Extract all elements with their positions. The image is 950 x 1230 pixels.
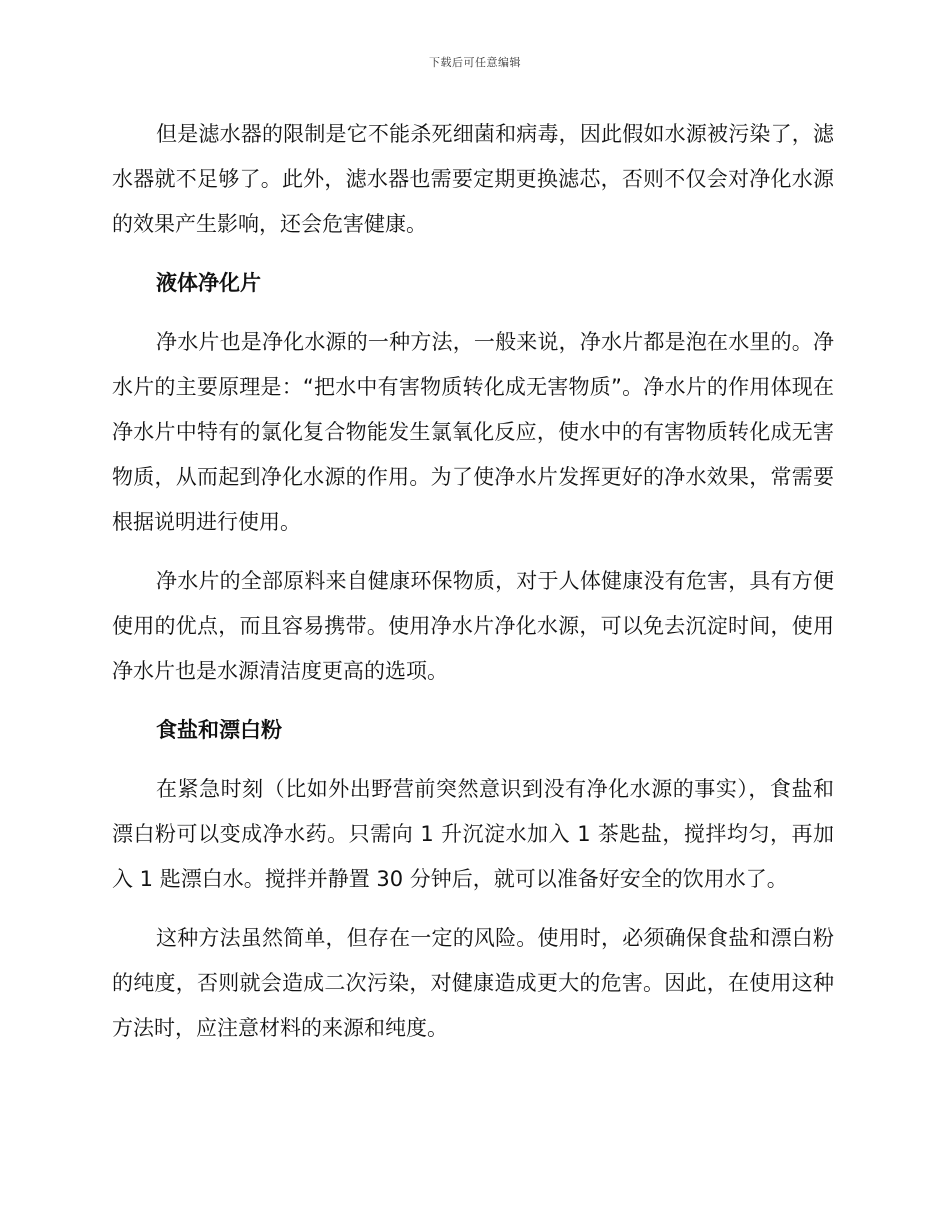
paragraph-filter-limits: 但是滤水器的限制是它不能杀死细菌和病毒，因此假如水源被污染了，滤水器就不足够了。此外，滤水器也需要定期更换滤芯，否则不仅会对净化水源的效果产生影响，还会危害健康。 xyxy=(112,122,834,236)
paragraph-salt-bleach-method: 在紧急时刻（比如外出野营前突然意识到没有净化水源的事实），食盐和漂白粉可以变成净水药。只需向 1 升沉淀水加入 1 茶匙盐，搅拌均匀，再加入 1 匙漂白水。搅拌并静置 30 分钟后，就可以准备好安全的饮用水了。 xyxy=(112,777,834,891)
paragraph-tablet-benefits: 净水片的全部原料来自健康环保物质，对于人体健康没有危害，具有方便使用的优点，而且容易携带。使用净水片净化水源，可以免去沉淀时间，使用净水片也是水源清洁度更高的选项。 xyxy=(112,569,834,683)
paragraph-tablet-principle: 净水片也是净化水源的一种方法，一般来说，净水片都是泡在水里的。净水片的主要原理是：“把水中有害物质转化成无害物质”。净水片的作用体现在净水片中特有的氯化复合物能发生氯氧化反应，使水中的有害物质转化成无害物质，从而起到净化水源的作用。为了使净水片发挥更好的净水效果，常需要根据说明进行使用。 xyxy=(112,330,834,534)
heading-liquid-purification-tablets: 液体净化片 xyxy=(156,271,261,295)
document-body xyxy=(112,112,834,1065)
heading-salt-and-bleach: 食盐和漂白粉 xyxy=(156,718,282,742)
paragraph-salt-bleach-risk: 这种方法虽然简单，但存在一定的风险。使用时，必须确保食盐和漂白粉的纯度，否则就会造成二次污染，对健康造成更大的危害。因此，在使用这种方法时，应注意材料的来源和纯度。 xyxy=(112,926,834,1040)
page-header: 下载后可任意编辑 xyxy=(429,56,521,69)
